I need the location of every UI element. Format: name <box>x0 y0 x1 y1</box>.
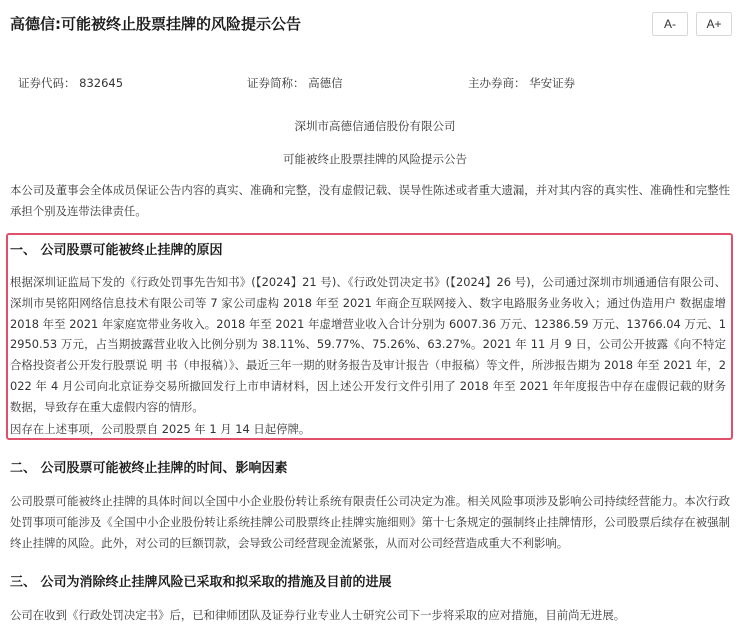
font-size-controls <box>652 12 732 36</box>
security-code: 证券代码： 832645 <box>18 76 124 90</box>
section-2-paragraph: 公司股票可能被终止挂牌的具体时间以全国中小企业股份转让系统有限责任公司决定为准。相关风险事项涉及影响公司持续经营能力。本次行政处罚事项可能涉及《全国中小企业股份转让系统挂牌公司股票终止挂牌实施细则》第十七条规定的强制终止挂牌情形，公司股票后续存在被强制终止挂牌的风险。此外，对公司的巨额罚款，会导致公司经营现金流紧张，从而对公司经营造成重大不利影响。 <box>10 494 730 550</box>
sponsor-broker: 主办券商： 华安证券 <box>468 76 576 90</box>
security-meta <box>0 75 750 91</box>
company-name: 深圳市高德信通信股份有限公司 <box>294 119 456 133</box>
section-2-heading: 二、 公司股票可能被终止挂牌的时间、影响因素 <box>10 461 288 476</box>
font-decrease-button[interactable]: A- <box>652 12 688 36</box>
section-1-paragraph: 根据深圳证监局下发的《行政处罚事先告知书》(【2024】21 号)、《行政处罚决定书》(【2024】26 号)，公司通过深圳市圳通通信有限公司、深圳市昊铭阳网络信息技术有限公司等 7 家公司虚构 2018 年至 2021 年商企互联网接入、数字电路服务业务收入；通过伪造用户 数据虚增 2018 年至 2021 年家庭宽带业务收入。2018 年至 2021 年虚增营业收入合计分别为 6007.36 万元、12386.59 万元、13766.04 万元、12950.53 万元，占当期披露营业收入比例分别为 38.11%、59.77%、75.26%、63.27%。2021 年 11 月 9 日，公司公开披露《向不特定合格投资者公开发行股票说 明 书（申报稿）》、最近三年一期的财务报告及审计报告（申报稿）等文件，所涉报告期为 2018 年至 2021 年，2022 年 4 月公司向北京证券交易所撤回发行上市申请材料，因上述公开发行文件引用了 2018 年至 2021 年年度报告中存在虚假记载的财务数据，导致存在重大虚假内容的情形。 <box>10 275 726 414</box>
security-abbr: 证券简称： 高德信 <box>247 76 343 90</box>
font-increase-button[interactable]: A+ <box>696 12 732 36</box>
page-title: 高德信:可能被终止股票挂牌的风险提示公告 <box>10 15 302 33</box>
section-1-suspension-paragraph: 因存在上述事项，公司股票自 2025 年 1 月 14 日起停牌。 <box>10 422 311 436</box>
section-3-paragraph: 公司在收到《行政处罚决定书》后，已和律师团队及证券行业专业人士研究公司下一步将采取的应对措施，目前尚无进展。 <box>10 608 626 622</box>
section-3-heading: 三、 公司为消除终止挂牌风险已采取和拟采取的措施及目前的进展 <box>10 575 392 590</box>
section-1-heading: 一、 公司股票可能被终止挂牌的原因 <box>10 243 223 258</box>
announcement-subtitle: 可能被终止股票挂牌的风险提示公告 <box>283 152 467 166</box>
intro-paragraph: 本公司及董事会全体成员保证公告内容的真实、准确和完整，没有虚假记载、误导性陈述或者重大遗漏，并对其内容的真实性、准确性和完整性承担个别及连带法律责任。 <box>10 183 730 218</box>
